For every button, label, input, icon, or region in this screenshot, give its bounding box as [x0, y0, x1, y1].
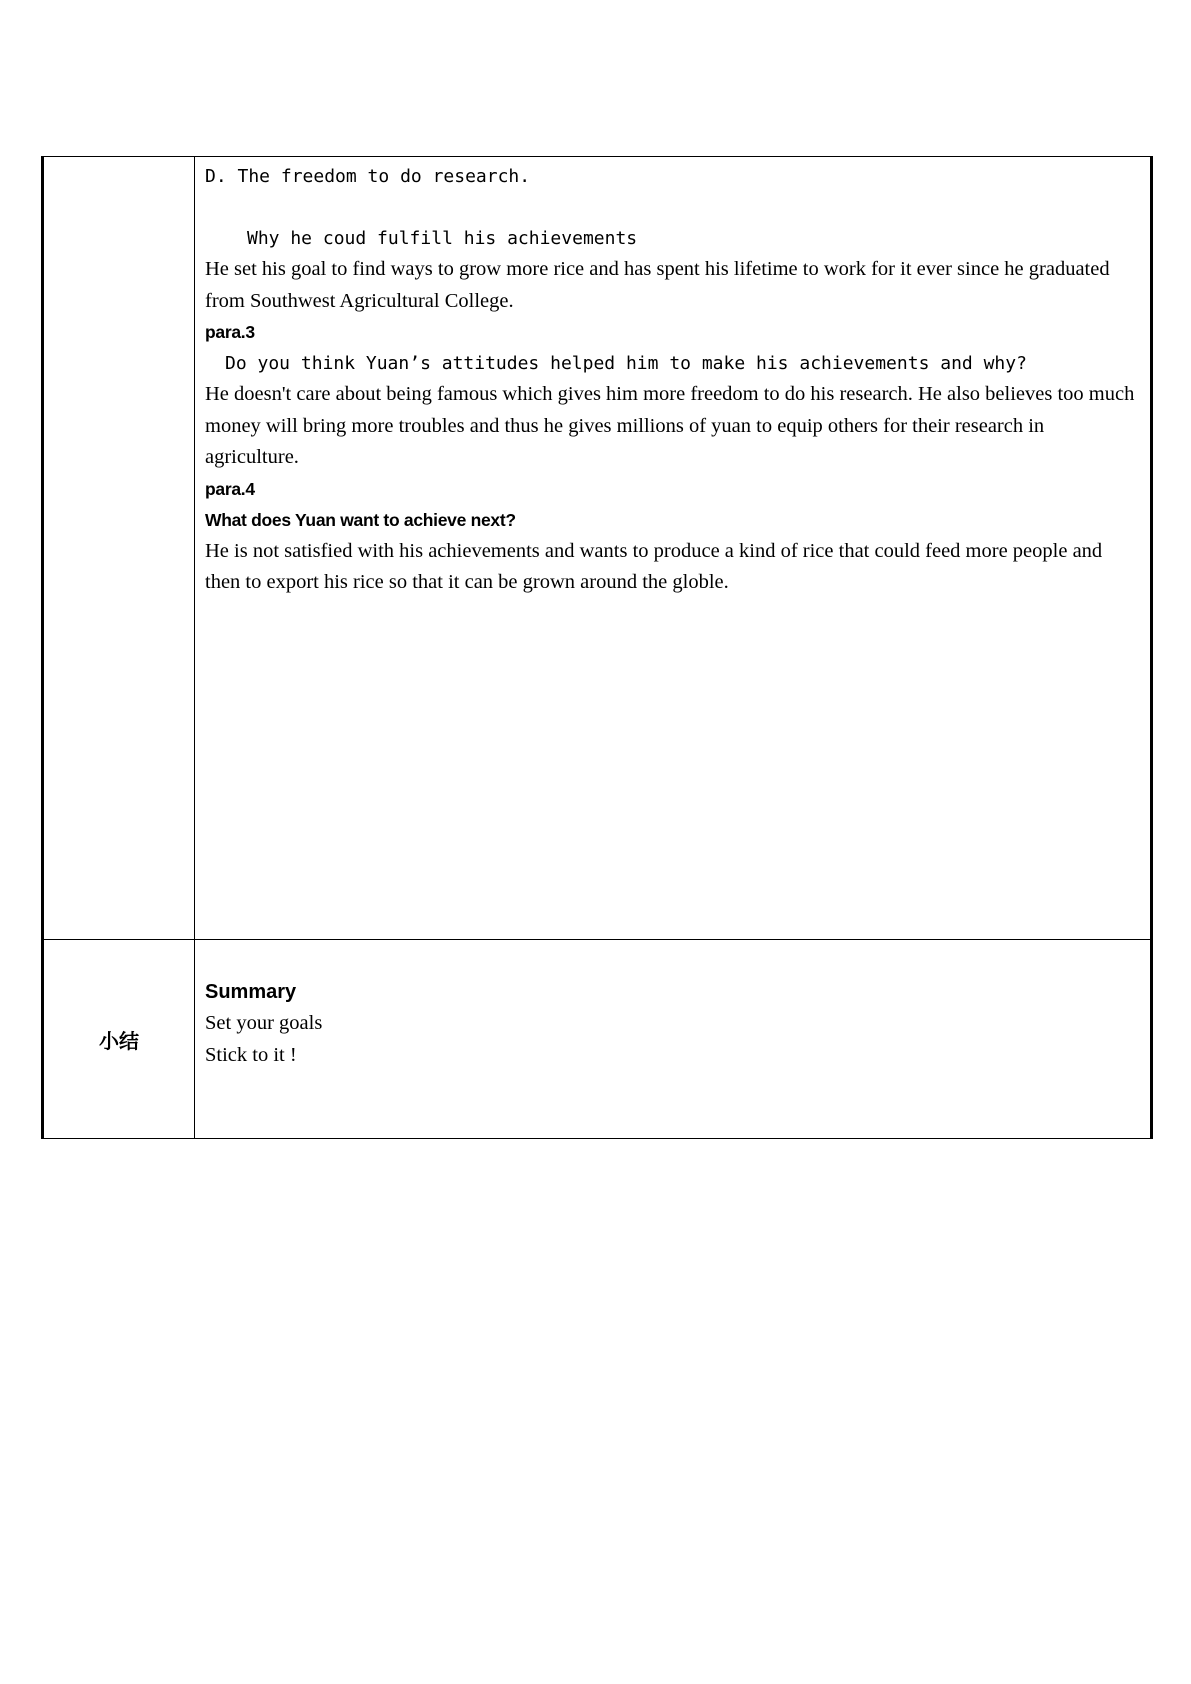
main-content-cell: [195, 157, 1152, 940]
summary-line-2: Stick to it !: [205, 1043, 297, 1066]
answer-next: He is not satisfied with his achievements and wants to produce a kind of rice that could feed more people and then to export his rice so that it can be grown around the globle.: [205, 539, 1103, 593]
main-row: [43, 157, 1152, 940]
para3-label: para.3: [205, 322, 255, 342]
para4-label: para.4: [205, 478, 255, 499]
summary-label: 小结: [43, 940, 195, 1139]
question-attitudes: Do you think Yuan’s attitudes helped him to make his achievements and why?: [225, 353, 1027, 374]
summary-row: [43, 940, 1152, 1139]
answer-attitudes: He doesn't care about being famous which gives him more freedom to do his research. He also believes too much money will bring more troubles and thus he gives millions of yuan to equip others for their research in agriculture.: [205, 383, 1135, 468]
summary-content-cell: [195, 940, 1152, 1139]
question-why: Why he coud fulfill his achievements: [247, 228, 638, 249]
option-d-text: D. The freedom to do research.: [205, 166, 531, 187]
main-label-cell: [43, 157, 195, 940]
summary-title: Summary: [205, 981, 297, 1003]
answer-why: He set his goal to find ways to grow more rice and has spent his lifetime to work for it ever since he graduated from Southwest Agricultural College.: [205, 258, 1110, 312]
blank-line: [205, 192, 1140, 223]
lesson-table: [41, 156, 1153, 1139]
summary-line-1: Set your goals: [205, 1012, 323, 1034]
question-next: What does Yuan want to achieve next?: [205, 509, 516, 530]
